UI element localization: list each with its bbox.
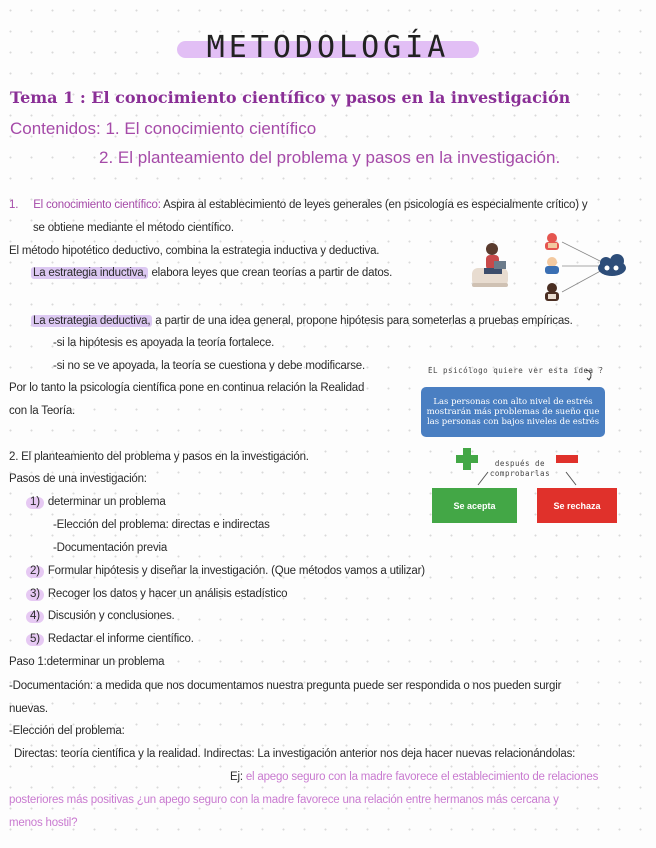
deductiva-highlight: La estrategia deductiva,: [33, 315, 151, 327]
inductiva-line: [31, 268, 392, 280]
section-1-text: Aspira al establecimiento de leyes generales (en psicología es especialmente crítico) y: [160, 199, 588, 211]
step-1-number: 1): [26, 497, 44, 509]
metodo-hipotetico: El método hipotético deductivo, combina la estrategia inductiva y deductiva.: [9, 245, 380, 257]
step-5: [26, 634, 194, 646]
diagram-arrows: [472, 470, 582, 488]
ejemplo-label: Ej:: [230, 771, 243, 783]
section-1-line-1: [9, 200, 587, 212]
inductiva-highlight: La estrategia inductiva,: [33, 267, 147, 279]
documentacion-line-2: nuevas.: [9, 703, 48, 715]
deductiva-text: a partir de una idea general, propone hipótesis para someterlas a pruebas empíricas.: [152, 315, 573, 327]
documentacion-line-1: -Documentación: a medida que nos documentamos nuestra pregunta puede ser respondida o nos pueden surgir: [9, 680, 562, 692]
step-2-text: Formular hipótesis y diseñar la investigación. (Que métodos vamos a utilizar): [44, 565, 425, 577]
step-1-text: determinar un problema: [44, 496, 166, 508]
step-4: [26, 611, 175, 623]
cloud-icon: [598, 254, 626, 276]
step-5-number: 5): [26, 634, 44, 646]
sino-apoyada: -si no se ve apoyada, la teoría se cuestiona y debe modificarse.: [53, 360, 365, 372]
plus-icon: [456, 448, 478, 470]
research-illustration: [466, 228, 638, 308]
diagram-middle-note: después de comprobarlas: [489, 459, 551, 478]
step-3: [26, 589, 287, 601]
section-1-line-2: se obtiene mediante el método científico.: [33, 222, 234, 234]
ejemplo-text-1: el apego seguro con la madre favorece el establecimiento de relaciones: [242, 771, 599, 783]
paso-1-heading: Paso 1:determinar un problema: [9, 656, 165, 668]
person-top-icon: [545, 233, 559, 250]
step-2-number: 2): [26, 566, 44, 578]
title-container: [0, 30, 656, 65]
step-4-text: Discusión y conclusiones.: [44, 610, 175, 622]
step-4-number: 4): [26, 611, 44, 623]
step-1b: -Documentación previa: [53, 542, 168, 554]
step-3-text: Recoger los datos y hacer un análisis estadístico: [44, 588, 288, 600]
section-1-number: 1.: [9, 199, 19, 211]
deductiva-line: [31, 316, 573, 328]
step-2: [26, 566, 425, 578]
eleccion-heading: -Elección del problema:: [9, 725, 125, 737]
person-middle-icon: [545, 257, 559, 274]
step-1: [26, 497, 166, 509]
contenidos-line-2: 2. El planteamiento del problema y pasos en la investigación.: [99, 148, 561, 167]
hypothesis-box: Las personas con alto nivel de estrés mostrarán más problemas de sueño que las personas con bajos niveles de estrés: [421, 387, 605, 437]
diagram-question: EL psicólogo quiere ver esta idea ?: [428, 366, 604, 375]
si-apoyada: -si la hipótesis es apoyada la teoría fortalece.: [53, 337, 275, 349]
step-5-text: Redactar el informe científico.: [44, 633, 194, 645]
page-title: METODOLOGÍA: [177, 30, 480, 65]
step-3-number: 3): [26, 589, 44, 601]
ejemplo-line-3: menos hostil?: [9, 817, 78, 829]
por-lo-tanto-1: Por lo tanto la psicología científica pone en continua relación la Realidad: [9, 382, 365, 394]
por-lo-tanto-2: con la Teoría.: [9, 405, 76, 417]
accept-box: Se acepta: [432, 488, 517, 523]
person-bottom-icon: [545, 283, 559, 301]
step-1a: -Elección del problema: directas e indirectas: [53, 519, 270, 531]
tema-heading: Tema 1 : El conocimiento científico y pasos en la investigación: [10, 88, 571, 107]
section-1-heading: El conocimiento científico:: [33, 199, 161, 211]
arrow-down-icon: [583, 368, 597, 382]
ejemplo-line-1: [230, 771, 598, 783]
reject-box: Se rechaza: [537, 488, 617, 523]
section-2-heading: 2. El planteamiento del problema y pasos en la investigación.: [9, 451, 309, 463]
contenidos-line-1: Contenidos: 1. El conocimiento científico: [10, 119, 317, 138]
ejemplo-line-2: posteriores más positivas ¿un apego seguro con la madre favorece una relación entre hermanos más cercana y: [9, 794, 559, 806]
pasos-heading: Pasos de una investigación:: [9, 473, 147, 485]
person-laptop-icon: [472, 243, 508, 287]
inductiva-text: elabora leyes que crean teorías a partir de datos.: [148, 267, 393, 279]
directas-indirectas: Directas: teoría científica y la realidad. Indirectas: La investigación anterior nos deja hacer nuevas relacionándolas:: [14, 748, 576, 760]
minus-icon: [556, 455, 578, 463]
